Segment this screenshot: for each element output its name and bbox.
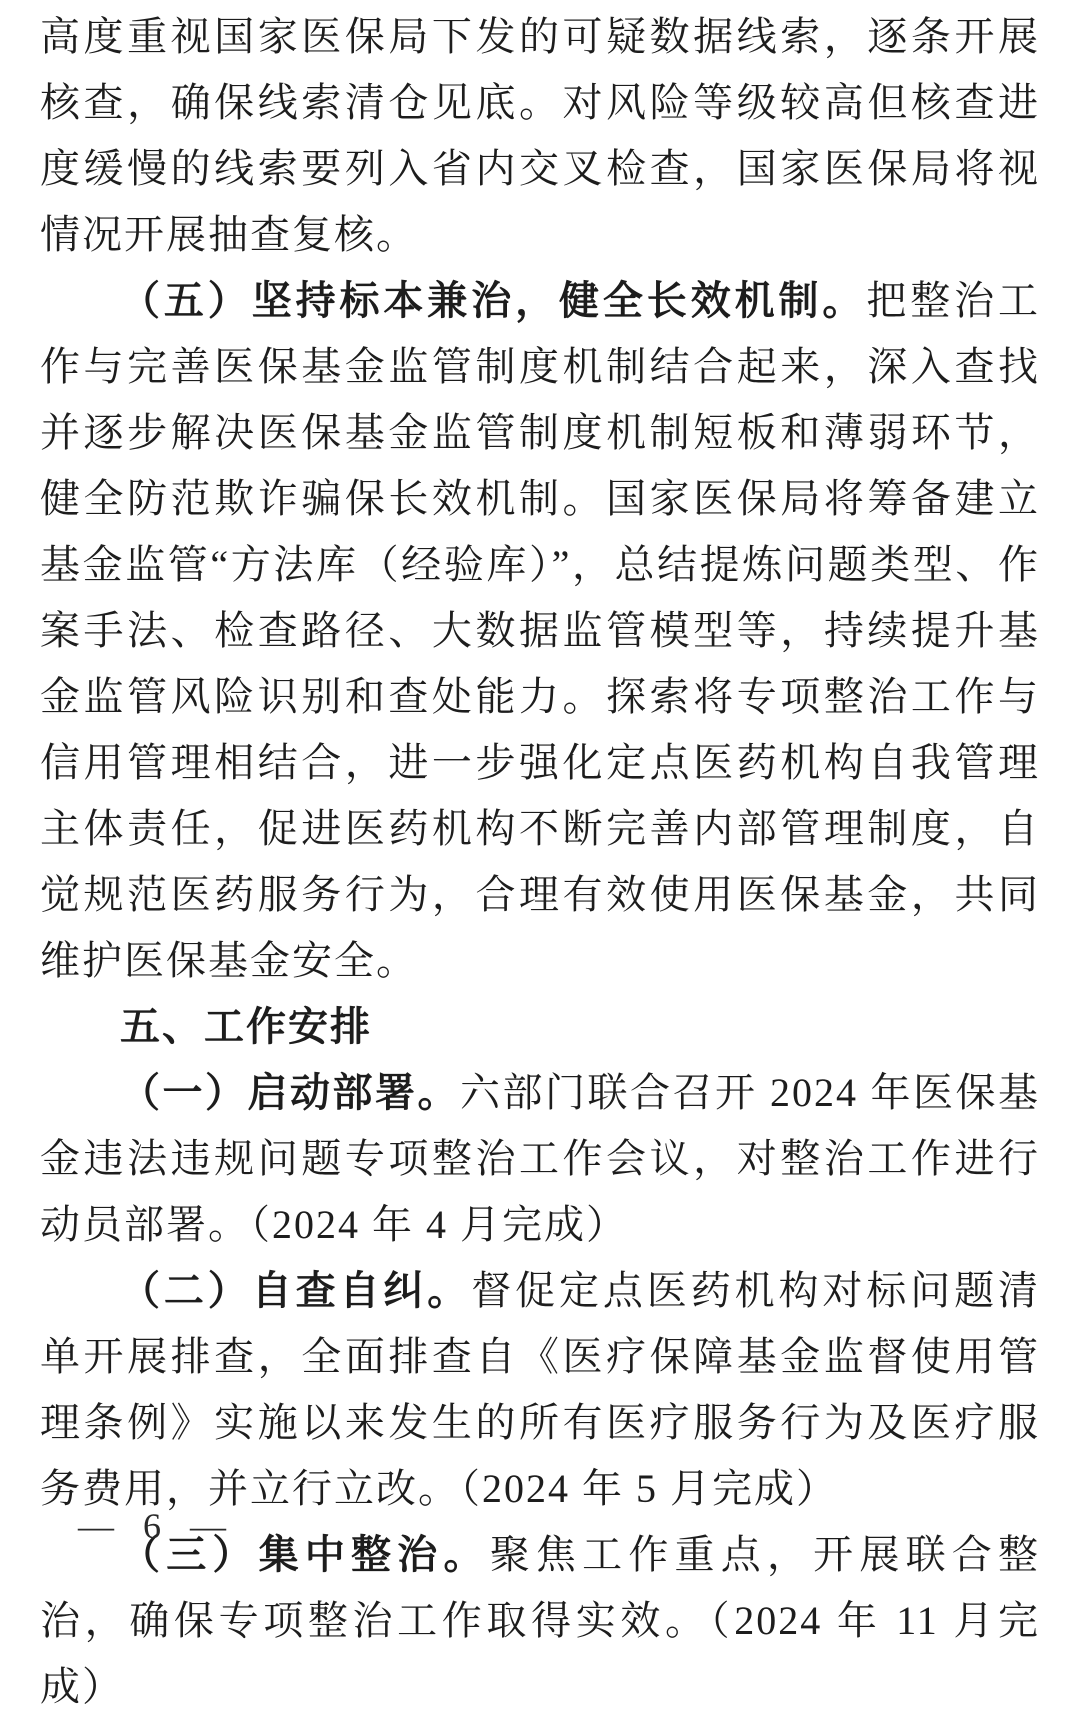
- item-1-body: 六部门联合召开 2024 年医保基金违法违规问题专项整治工作会议，对整治工作进行动员部署。（2024 年 4 月完成）: [40, 1070, 1040, 1247]
- paragraph-item-3: [40, 1522, 1040, 1720]
- item-3-lead: （三）集中整治。: [120, 1532, 490, 1577]
- item-1-lead: （一）启动部署。: [120, 1070, 460, 1115]
- page-number: — 6 —: [78, 1506, 236, 1546]
- paragraph-item-2: [40, 1258, 1040, 1522]
- item-2-body: 督促定点医药机构对标问题清单开展排查，全面排查自《医疗保障基金监督使用管理条例》实施以来发生的所有医疗服务行为及医疗服务费用，并立行立改。（2024 年 5 月完成）: [40, 1268, 1041, 1511]
- paragraph-item-1: [40, 1060, 1040, 1258]
- paragraph-continuation: 高度重视国家医保局下发的可疑数据线索，逐条开展核查，确保线索清仓见底。对风险等级较高但核查进度缓慢的线索要列入省内交叉检查，国家医保局将视情况开展抽查复核。: [40, 14, 1040, 257]
- item-5-body: 把整治工作与完善医保基金监管制度机制结合起来，深入查找并逐步解决医保基金监管制度机制短板和薄弱环节，健全防范欺诈骗保长效机制。国家医保局将筹备建立基金监管“方法库（经验库）”，总结提炼问题类型、作案手法、检查路径、大数据监管模型等，持续提升基金监管风险识别和查处能力。探索将专项整治工作与信用管理相结合，进一步强化定点医药机构自我管理主体责任，促进医药机构不断完善内部管理制度，自觉规范医药服务行为，合理有效使用医保基金，共同维护医保基金安全。: [40, 278, 1041, 983]
- item-2-lead: （二）自查自纠。: [120, 1268, 472, 1313]
- section-heading-work-arrangement: 五、工作安排: [120, 1004, 372, 1049]
- item-5-lead: （五）坚持标本兼治，健全长效机制。: [120, 278, 867, 323]
- paragraph-item-5: [40, 268, 1040, 994]
- item-3-body: 聚焦工作重点，开展联合整治，确保专项整治工作取得实效。（2024 年 11 月完成）: [40, 1532, 1041, 1709]
